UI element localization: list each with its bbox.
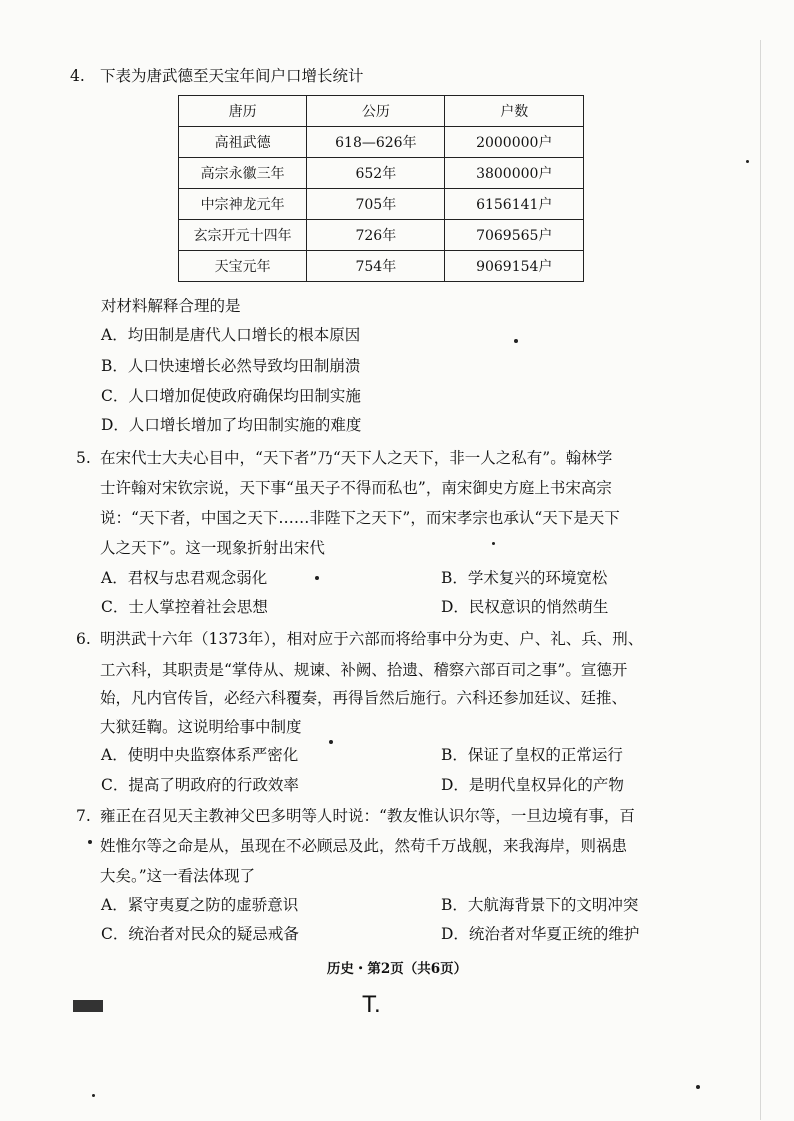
scan-dot xyxy=(492,542,495,545)
question-4-option-c: C．人口增加促使政府确保均田制实施 xyxy=(101,387,361,405)
scan-dot xyxy=(315,576,319,580)
question-7-option-c: C．统治者对民众的疑忌戒备 xyxy=(101,925,299,943)
table-cell: 2000000户 xyxy=(445,127,584,158)
table-header-row xyxy=(179,96,584,127)
bottom-registration-mark: T. xyxy=(362,991,381,1018)
page-footer: 历史・第2页（共6页） xyxy=(326,961,468,977)
scan-dot xyxy=(514,339,518,343)
question-7-option-a: A．紧守夷夏之防的虚骄意识 xyxy=(101,896,299,914)
question-5-line: 说：“天下者，中国之天下……非陛下之天下”，而宋孝宗也承认“天下是天下 xyxy=(100,509,620,527)
question-4-prompt: 对材料解释合理的是 xyxy=(101,297,241,315)
question-4-option-b: B．人口快速增长必然导致均田制崩溃 xyxy=(101,357,361,375)
question-7-line: 姓惟尔等之命是从，虽现在不必顾忌及此，然苟千万战舰，来我海岸，则祸患 xyxy=(100,837,628,855)
question-7-line: 雍正在召见天主教神父巴多明等人时说：“教友惟认识尔等，一旦边境有事，百 xyxy=(100,807,635,825)
table-row xyxy=(179,251,584,282)
question-5-option-d: D．民权意识的悄然萌生 xyxy=(441,598,609,616)
table-header-gregorian: 公历 xyxy=(307,96,445,127)
table-cell: 高祖武德 xyxy=(179,127,307,158)
question-7-line: 大矣。”这一看法体现了 xyxy=(100,867,256,885)
table-row xyxy=(179,189,584,220)
table-cell: 6156141户 xyxy=(445,189,584,220)
table-cell: 705年 xyxy=(307,189,445,220)
question-6-option-d: D．是明代皇权异化的产物 xyxy=(441,776,624,794)
table-cell: 7069565户 xyxy=(445,220,584,251)
question-6-number: 6. xyxy=(76,630,91,648)
scan-dot xyxy=(92,1094,95,1097)
table-cell: 中宗神龙元年 xyxy=(179,189,307,220)
table-row xyxy=(179,158,584,189)
table-header-households: 户数 xyxy=(445,96,584,127)
question-4-option-a: A．均田制是唐代人口增长的根本原因 xyxy=(101,326,361,344)
question-4-stem: 下表为唐武德至天宝年间户口增长统计 xyxy=(100,67,364,85)
question-7-option-b: B．大航海背景下的文明冲突 xyxy=(441,896,639,914)
table-cell: 754年 xyxy=(307,251,445,282)
table-cell: 652年 xyxy=(307,158,445,189)
question-5-option-b: B．学术复兴的环境宽松 xyxy=(441,569,608,587)
question-4-option-d: D．人口增长增加了均田制实施的难度 xyxy=(101,416,362,434)
scan-dot xyxy=(696,1085,700,1089)
table-cell: 726年 xyxy=(307,220,445,251)
question-6-line: 明洪武十六年（1373年），相对应于六部而将给事中分为吏、户、礼、兵、刑、 xyxy=(100,630,644,648)
scan-blot-mark xyxy=(73,1000,103,1012)
question-4-number: 4. xyxy=(70,67,85,85)
question-5-line: 士许翰对宋钦宗说，天下事“虽天子不得而私也”，南宋御史方庭上书宋高宗 xyxy=(100,479,612,497)
table-header-tang-calendar: 唐历 xyxy=(179,96,307,127)
question-6-option-c: C．提高了明政府的行政效率 xyxy=(101,776,299,794)
table-row xyxy=(179,220,584,251)
question-5-option-c: C．士人掌控着社会思想 xyxy=(101,598,268,616)
question-6-option-b: B．保证了皇权的正常运行 xyxy=(441,746,623,764)
table-cell: 618—626年 xyxy=(307,127,445,158)
question-5-line: 人之天下”。这一现象折射出宋代 xyxy=(100,539,325,557)
table-cell: 高宗永徽三年 xyxy=(179,158,307,189)
question-7-option-d: D．统治者对华夏正统的维护 xyxy=(441,925,640,943)
scan-dot xyxy=(88,840,92,844)
table-cell: 天宝元年 xyxy=(179,251,307,282)
table-cell: 3800000户 xyxy=(445,158,584,189)
household-statistics-table xyxy=(178,95,584,282)
table-row xyxy=(179,127,584,158)
table-cell: 9069154户 xyxy=(445,251,584,282)
scan-dot xyxy=(746,160,749,163)
table-cell: 玄宗开元十四年 xyxy=(179,220,307,251)
question-6-line: 工六科，其职责是“掌侍从、规谏、补阙、拾遗、稽察六部百司之事”。宣德开 xyxy=(100,661,628,679)
question-5-number: 5. xyxy=(76,449,91,467)
question-7-number: 7. xyxy=(76,807,91,825)
question-5-line: 在宋代士大夫心目中，“天下者”乃“天下人之天下，非一人之私有”。翰林学 xyxy=(100,449,613,467)
question-6-line: 大狱廷鞫。这说明给事中制度 xyxy=(100,718,302,736)
question-6-line: 始，凡内官传旨，必经六科覆奏，再得旨然后施行。六科还参加廷议、廷推、 xyxy=(100,689,628,707)
question-6-option-a: A．使明中央监察体系严密化 xyxy=(101,746,299,764)
question-5-option-a: A．君权与忠君观念弱化 xyxy=(101,569,268,587)
scan-dot xyxy=(329,740,333,744)
